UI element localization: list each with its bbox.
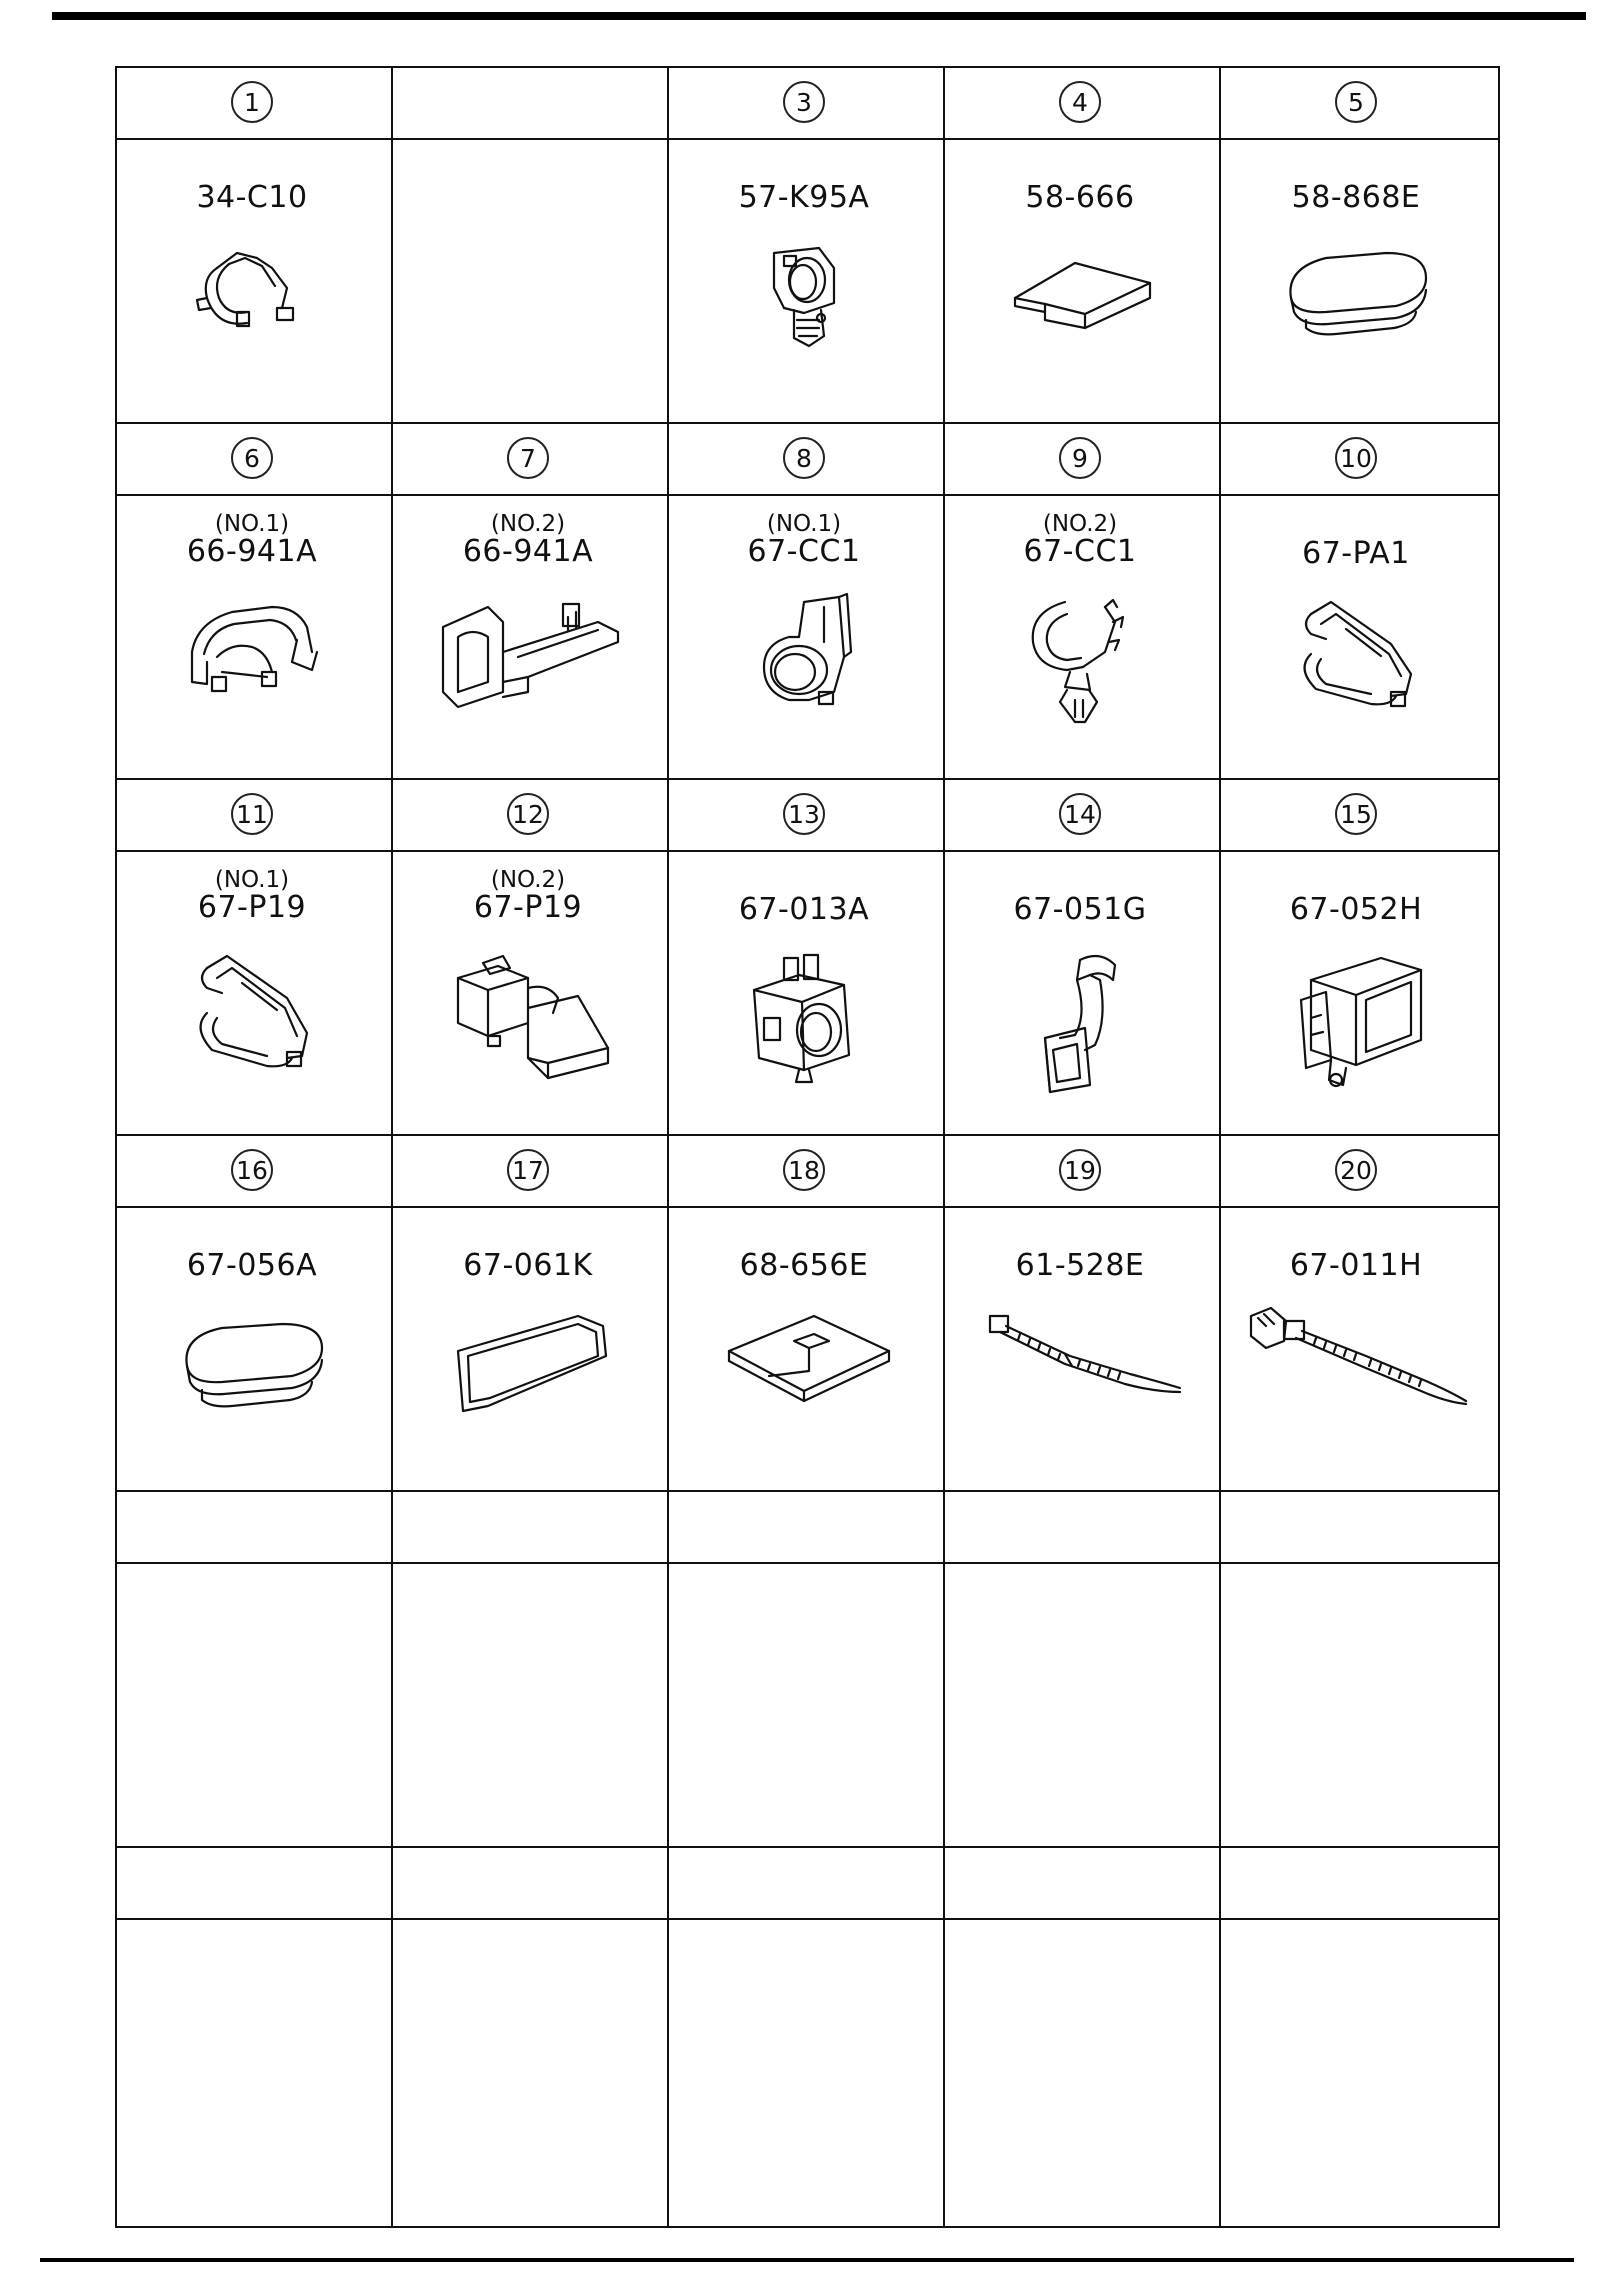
part-code: 67-061K	[463, 1248, 593, 1283]
index-number: 7	[507, 437, 549, 479]
part-cell	[943, 496, 1217, 732]
part-code: 67-056A	[186, 1248, 318, 1283]
part-cell	[1219, 140, 1493, 348]
part-note: (NO.2)	[1042, 511, 1118, 537]
index-number: 12	[507, 793, 549, 835]
part-code: 67-P19	[473, 890, 583, 925]
index-number: 11	[231, 793, 273, 835]
index-cell	[667, 1134, 941, 1206]
index-number: 8	[783, 437, 825, 479]
index-cell	[667, 422, 941, 494]
part-note: (NO.1)	[766, 511, 842, 537]
index-number: 1	[231, 81, 273, 123]
part-code: 67-013A	[738, 892, 870, 927]
part-code: 67-CC1	[1023, 534, 1137, 569]
bottom-rule	[40, 2258, 1574, 2262]
push-clip-icon	[1005, 582, 1155, 732]
double-clip-icon	[162, 582, 342, 712]
empty-index-row	[115, 1492, 389, 1562]
index-cell	[943, 422, 1217, 494]
top-rule	[52, 12, 1586, 20]
index-cell-empty	[391, 66, 665, 138]
part-cell	[1219, 852, 1493, 1100]
ring-clip-icon	[729, 582, 879, 722]
oval-plug-icon	[162, 1296, 342, 1426]
part-code: 68-656E	[739, 1248, 869, 1283]
part-cell	[1219, 496, 1493, 724]
anchor-tie-icon	[1236, 1296, 1476, 1436]
index-number: 15	[1335, 793, 1377, 835]
part-cell	[391, 852, 665, 1088]
rect-pad-icon	[428, 1296, 628, 1436]
part-code: 67-051G	[1013, 892, 1147, 927]
empty-part-row	[115, 1920, 389, 2220]
index-number: 20	[1335, 1149, 1377, 1191]
part-cell	[115, 852, 389, 1088]
part-code: 58-868E	[1291, 180, 1421, 215]
part-cell	[667, 852, 941, 1090]
part-code: 57-K95A	[738, 180, 870, 215]
part-cell	[667, 140, 941, 368]
index-cell	[943, 778, 1217, 850]
column-divider	[1498, 66, 1500, 2228]
index-cell	[115, 778, 389, 850]
index-cell	[1219, 778, 1493, 850]
part-code: 34-C10	[196, 180, 308, 215]
index-cell	[391, 422, 665, 494]
part-note: (NO.2)	[490, 511, 566, 537]
part-note: (NO.1)	[214, 511, 290, 537]
part-cell	[115, 140, 389, 348]
part-code: 67-CC1	[747, 534, 861, 569]
block-clip-icon	[428, 938, 628, 1088]
index-number: 13	[783, 793, 825, 835]
part-code: 61-528E	[1015, 1248, 1145, 1283]
index-number: 14	[1059, 793, 1101, 835]
part-cell	[667, 496, 941, 722]
square-pad-icon	[704, 1296, 904, 1416]
table-border-bottom	[115, 2226, 1500, 2228]
clip-c-icon	[177, 228, 327, 348]
part-cell	[943, 1208, 1217, 1426]
index-number: 19	[1059, 1149, 1101, 1191]
index-number: 6	[231, 437, 273, 479]
box-clip-icon	[724, 940, 884, 1090]
part-code: 67-011H	[1289, 1248, 1423, 1283]
part-cell	[391, 1208, 665, 1436]
index-cell	[115, 66, 389, 138]
parts-table	[115, 66, 1500, 2228]
index-cell	[391, 1134, 665, 1206]
part-cell	[1219, 1208, 1493, 1436]
hinge-clip-icon	[1271, 584, 1441, 724]
index-number: 9	[1059, 437, 1101, 479]
index-cell	[943, 66, 1217, 138]
index-number: 5	[1335, 81, 1377, 123]
bracket-clip-icon	[418, 582, 638, 722]
hook-clip-icon	[1005, 940, 1155, 1100]
index-cell	[115, 1134, 389, 1206]
flat-pad-icon	[990, 228, 1170, 348]
square-clip-icon	[1271, 940, 1441, 1100]
hinge-clip-icon	[167, 938, 337, 1088]
index-cell	[1219, 422, 1493, 494]
index-cell	[667, 778, 941, 850]
index-number: 17	[507, 1149, 549, 1191]
part-cell	[115, 496, 389, 712]
part-cell	[943, 852, 1217, 1100]
part-code: 67-PA1	[1302, 536, 1410, 571]
oval-plug-icon	[1266, 228, 1446, 348]
part-cell	[943, 140, 1217, 348]
part-code: 66-941A	[186, 534, 318, 569]
part-cell	[115, 1208, 389, 1426]
index-number: 10	[1335, 437, 1377, 479]
clamp-clip-icon	[729, 228, 879, 368]
part-code: 58-666	[1025, 180, 1135, 215]
part-cell	[667, 1208, 941, 1416]
index-number: 3	[783, 81, 825, 123]
part-note: (NO.1)	[214, 867, 290, 893]
index-cell	[1219, 1134, 1493, 1206]
index-number: 4	[1059, 81, 1101, 123]
empty-index-row	[115, 1848, 389, 1918]
index-cell	[1219, 66, 1493, 138]
part-note: (NO.2)	[490, 867, 566, 893]
part-code: 66-941A	[462, 534, 594, 569]
index-number: 16	[231, 1149, 273, 1191]
index-cell	[391, 778, 665, 850]
part-code: 67-P19	[197, 890, 307, 925]
index-cell	[943, 1134, 1217, 1206]
index-cell	[115, 422, 389, 494]
index-cell	[667, 66, 941, 138]
cable-tie-icon	[970, 1296, 1190, 1426]
index-number: 18	[783, 1149, 825, 1191]
part-code: 67-052H	[1289, 892, 1423, 927]
part-cell	[391, 496, 665, 722]
empty-part-row	[115, 1564, 389, 1844]
